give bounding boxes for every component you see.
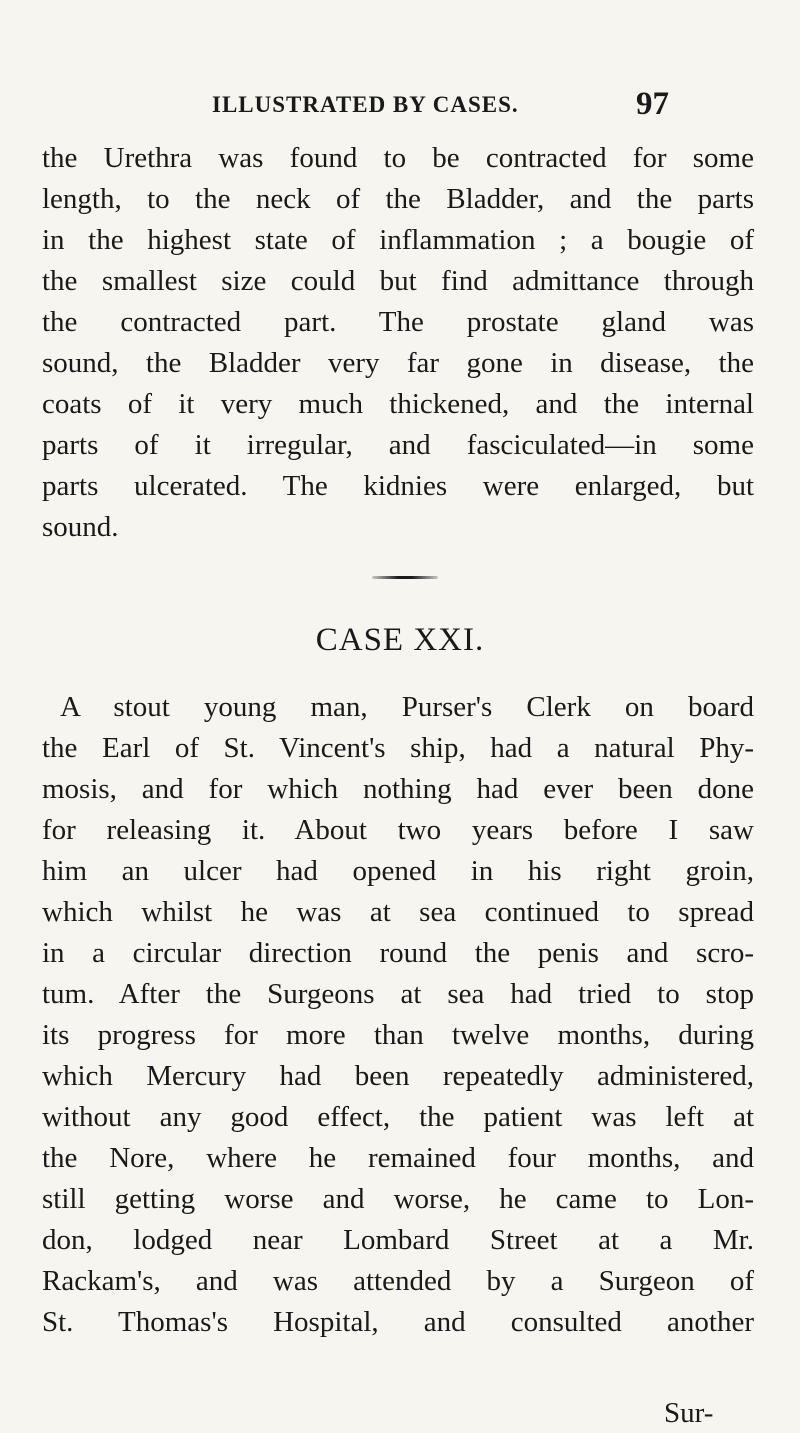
text-line: in the highest state of inflammation ; a bougie of [42, 224, 754, 256]
running-head [0, 86, 800, 126]
text-line: in a circular direction round the penis and scro- [42, 937, 754, 969]
section-divider [372, 576, 438, 579]
catchword: Sur- [664, 1397, 714, 1429]
text-line: tum. After the Surgeons at sea had tried to stop [42, 978, 754, 1010]
text-line: A stout young man, Purser's Clerk on board [60, 691, 754, 723]
text-line: parts ulcerated. The kidnies were enlarged, but [42, 470, 754, 502]
text-line: the smallest size could but find admittance through [42, 265, 754, 297]
text-line: without any good effect, the patient was left at [42, 1101, 754, 1133]
text-line: parts of it irregular, and fasciculated—in some [42, 429, 754, 461]
case-heading: CASE XXI. [315, 622, 485, 658]
page-number: 97 [636, 86, 669, 122]
text-line: the Nore, where he remained four months, and [42, 1142, 754, 1174]
text-line: the contracted part. The prostate gland was [42, 306, 754, 338]
text-line: coats of it very much thickened, and the internal [42, 388, 754, 420]
text-line: the Urethra was found to be contracted for some [42, 142, 754, 174]
text-line: length, to the neck of the Bladder, and the parts [42, 183, 754, 215]
text-line: the Earl of St. Vincent's ship, had a natural Phy- [42, 732, 754, 764]
text-line: sound, the Bladder very far gone in disease, the [42, 347, 754, 379]
text-line: Rackam's, and was attended by a Surgeon of [42, 1265, 754, 1297]
text-line: sound. [42, 511, 119, 543]
text-line: which whilst he was at sea continued to spread [42, 896, 754, 928]
text-line: still getting worse and worse, he came to Lon- [42, 1183, 754, 1215]
text-line: St. Thomas's Hospital, and consulted another [42, 1306, 754, 1338]
text-line: for releasing it. About two years before I saw [42, 814, 754, 846]
running-head-title: ILLUSTRATED BY CASES. [212, 92, 519, 117]
text-line: him an ulcer had opened in his right groin, [42, 855, 754, 887]
text-line: its progress for more than twelve months, during [42, 1019, 754, 1051]
text-line: don, lodged near Lombard Street at a Mr. [42, 1224, 754, 1256]
text-line: mosis, and for which nothing had ever been done [42, 773, 754, 805]
text-line: which Mercury had been repeatedly administered, [42, 1060, 754, 1092]
